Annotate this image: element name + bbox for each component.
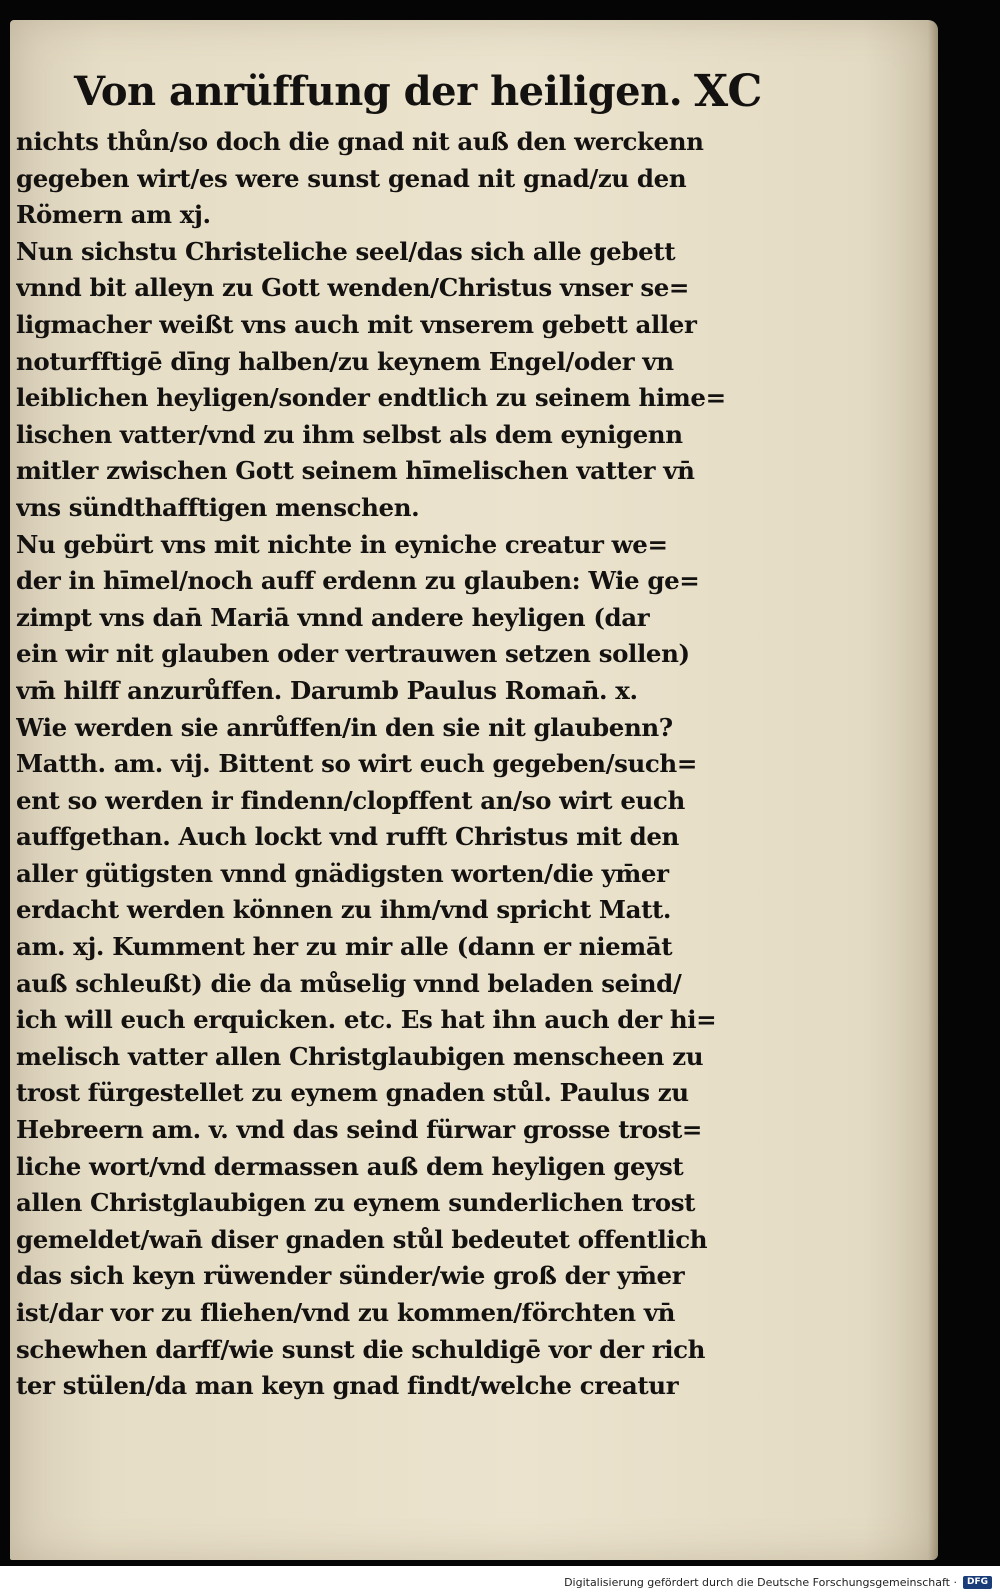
text-line: ist/dar vor zu fliehen/vnd zu kommen/förchten vn̄ xyxy=(16,1298,676,1327)
book-page xyxy=(10,20,938,1560)
running-head xyxy=(16,60,776,124)
text-line: auffgethan. Auch lockt vnd rufft Christus mit den xyxy=(16,822,679,852)
text-line: nichts thůn/so doch die gnad nit auß den werckenn xyxy=(16,127,704,156)
text-line: mitler zwischen Gott seinem hīmelischen vatter vn̄ xyxy=(16,456,695,486)
text-line: Hebreern am. v. vnd das seind fürwar grosse trost= xyxy=(16,1115,703,1145)
text-line: vnnd bit alleyn zu Gott wenden/Christus vnser se= xyxy=(16,273,690,303)
text-block xyxy=(16,60,776,1405)
footer xyxy=(564,1576,992,1589)
text-line: ein wir nit glauben oder vertrauwen setzen sollen) xyxy=(16,639,690,669)
text-line: aller gütigsten vnnd gnädigsten worten/die ym̄er xyxy=(16,858,669,888)
text-line: melisch vatter allen Christglaubigen menscheen zu xyxy=(16,1041,704,1071)
text-line: ligmacher weißt vns auch mit vnserem gebett aller xyxy=(16,309,697,339)
folio-number: XC xyxy=(694,66,763,117)
page-edge-shadow xyxy=(928,20,938,1560)
text-line: Nun sichstu Christeliche seel/das sich alle gebett xyxy=(16,236,676,266)
dfg-logo: DFG xyxy=(963,1576,992,1589)
text-line: ich will euch erquicken. etc. Es hat ihn auch der hi= xyxy=(16,1005,717,1035)
text-line: schewhen darff/wie sunst die schuldigē vor der rich xyxy=(16,1334,706,1364)
text-line: trost fürgestellet zu eynem gnaden stůl. Paulus zu xyxy=(16,1078,689,1108)
text-line: zimpt vns dan̄ Mariā vnnd andere heyligen (dar xyxy=(16,602,650,632)
text-line: auß schleußt) die da můselig vnnd beladen seind/ xyxy=(16,968,682,998)
text-line: das sich keyn rüwender sünder/wie groß der ym̄er xyxy=(16,1261,685,1291)
body-text xyxy=(16,124,776,1405)
text-line: vns sündthafftigen menschen. xyxy=(16,492,420,522)
running-head-title: Von anrüffung der heiligen. xyxy=(74,68,683,115)
text-line: vm̄ hilff anzurůffen. Darumb Paulus Roman̄. x. xyxy=(16,675,638,705)
text-line: der in hīmel/noch auff erdenn zu glauben: Wie ge= xyxy=(16,566,700,596)
text-line: ter stülen/da man keyn gnad findt/welche creatur xyxy=(16,1371,679,1401)
text-line: gegeben wirt/es were sunst genad nit gnad/zu den xyxy=(16,163,687,193)
text-line: Römern am xj. xyxy=(16,200,211,230)
text-line: allen Christglaubigen zu eynem sunderlichen trost xyxy=(16,1188,696,1218)
text-line: am. xj. Kumment her zu mir alle (dann er niemāt xyxy=(16,932,673,962)
text-line: leiblichen heyligen/sonder endtlich zu seinem hime= xyxy=(16,383,726,413)
text-line: lischen vatter/vnd zu ihm selbst als dem eynigenn xyxy=(16,419,683,449)
text-line: Nu gebürt vns mit nichte in eyniche creatur we= xyxy=(16,529,668,559)
text-line: noturfftigē dīng halben/zu keynem Engel/oder vn xyxy=(16,346,674,376)
text-line: gemeldet/wan̄ diser gnaden stůl bedeutet offentlich xyxy=(16,1224,708,1254)
footer-credit: Digitalisierung gefördert durch die Deutsche Forschungsgemeinschaft · xyxy=(564,1576,957,1589)
text-line: Wie werden sie anrůffen/in den sie nit glaubenn? xyxy=(16,712,673,742)
text-line: ent so werden ir findenn/clopffent an/so wirt euch xyxy=(16,785,685,815)
text-line: erdacht werden können zu ihm/vnd spricht Matt. xyxy=(16,895,672,925)
text-line: Matth. am. vij. Bittent so wirt euch gegeben/such= xyxy=(16,749,697,779)
text-line: liche wort/vnd dermassen auß dem heyligen geyst xyxy=(16,1151,684,1181)
